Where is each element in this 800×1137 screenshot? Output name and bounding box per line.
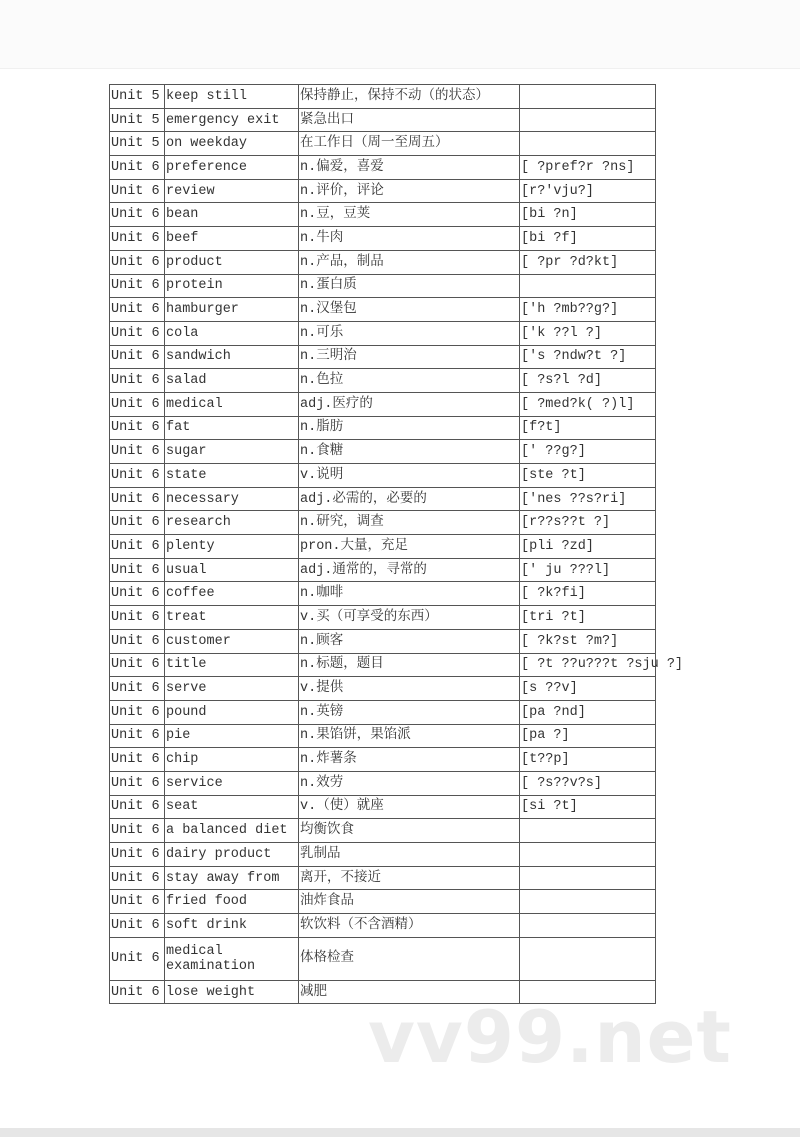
meaning-cell: adj.必需的，必要的	[299, 487, 520, 511]
word-cell: bean	[165, 203, 299, 227]
phonetic-cell	[520, 843, 656, 867]
word-cell: salad	[165, 369, 299, 393]
phonetic-cell: [pli ?zd]	[520, 535, 656, 559]
table-row	[110, 298, 656, 322]
word-cell: service	[165, 771, 299, 795]
unit-cell: Unit 6	[110, 250, 165, 274]
table-row	[110, 156, 656, 180]
word-cell: seat	[165, 795, 299, 819]
word-cell: fried food	[165, 890, 299, 914]
meaning-cell: v.提供	[299, 677, 520, 701]
meaning-cell: 在工作日（周一至周五）	[299, 132, 520, 156]
watermark: vv99.net	[368, 995, 732, 1079]
phonetic-cell: [ ?pref?r ?ns]	[520, 156, 656, 180]
word-cell: keep still	[165, 85, 299, 109]
table-row	[110, 558, 656, 582]
word-cell: title	[165, 653, 299, 677]
table-row	[110, 369, 656, 393]
unit-cell: Unit 6	[110, 748, 165, 772]
meaning-cell: n.评价，评论	[299, 179, 520, 203]
table-row	[110, 890, 656, 914]
table-row	[110, 748, 656, 772]
meaning-cell: n.脂肪	[299, 416, 520, 440]
phonetic-cell: [' ju ???l]	[520, 558, 656, 582]
table-row	[110, 274, 656, 298]
word-cell: coffee	[165, 582, 299, 606]
unit-cell: Unit 6	[110, 203, 165, 227]
unit-cell: Unit 6	[110, 890, 165, 914]
word-cell: soft drink	[165, 914, 299, 938]
unit-cell: Unit 6	[110, 392, 165, 416]
unit-cell: Unit 6	[110, 440, 165, 464]
meaning-cell: n.果馅饼，果馅派	[299, 724, 520, 748]
unit-cell: Unit 6	[110, 724, 165, 748]
table-row	[110, 416, 656, 440]
unit-cell: Unit 6	[110, 511, 165, 535]
unit-cell: Unit 6	[110, 700, 165, 724]
word-cell: customer	[165, 629, 299, 653]
phonetic-cell	[520, 85, 656, 109]
phonetic-cell: [ ?s??v?s]	[520, 771, 656, 795]
table-row	[110, 440, 656, 464]
meaning-cell: n.可乐	[299, 321, 520, 345]
word-cell: serve	[165, 677, 299, 701]
unit-cell: Unit 6	[110, 487, 165, 511]
phonetic-cell: ['nes ??s?ri]	[520, 487, 656, 511]
table-row	[110, 132, 656, 156]
table-row	[110, 85, 656, 109]
meaning-cell: n.顾客	[299, 629, 520, 653]
unit-cell: Unit 6	[110, 298, 165, 322]
meaning-cell: n.色拉	[299, 369, 520, 393]
word-cell: a balanced diet	[165, 819, 299, 843]
phonetic-cell: [bi ?n]	[520, 203, 656, 227]
phonetic-cell	[520, 819, 656, 843]
word-cell: state	[165, 464, 299, 488]
word-cell: lose weight	[165, 980, 299, 1004]
unit-cell: Unit 6	[110, 914, 165, 938]
word-cell: treat	[165, 606, 299, 630]
phonetic-cell: ['h ?mb??g?]	[520, 298, 656, 322]
unit-cell: Unit 6	[110, 771, 165, 795]
unit-cell: Unit 6	[110, 179, 165, 203]
phonetic-cell: [bi ?f]	[520, 227, 656, 251]
phonetic-cell: [ ?med?k( ?)l]	[520, 392, 656, 416]
unit-cell: Unit 6	[110, 156, 165, 180]
phonetic-cell: [ste ?t]	[520, 464, 656, 488]
phonetic-cell	[520, 108, 656, 132]
word-cell: sandwich	[165, 345, 299, 369]
table-row	[110, 629, 656, 653]
word-cell: cola	[165, 321, 299, 345]
table-row	[110, 108, 656, 132]
phonetic-cell	[520, 866, 656, 890]
unit-cell: Unit 6	[110, 369, 165, 393]
meaning-cell: pron.大量，充足	[299, 535, 520, 559]
table-row	[110, 582, 656, 606]
phonetic-cell	[520, 937, 656, 980]
meaning-cell: 离开，不接近	[299, 866, 520, 890]
meaning-cell: n.英镑	[299, 700, 520, 724]
word-cell: dairy product	[165, 843, 299, 867]
meaning-cell: 保持静止，保持不动（的状态）	[299, 85, 520, 109]
unit-cell: Unit 5	[110, 132, 165, 156]
unit-cell: Unit 6	[110, 866, 165, 890]
word-cell: protein	[165, 274, 299, 298]
meaning-cell: adj.医疗的	[299, 392, 520, 416]
table-row	[110, 227, 656, 251]
word-cell: on weekday	[165, 132, 299, 156]
unit-cell: Unit 6	[110, 535, 165, 559]
meaning-cell: n.产品，制品	[299, 250, 520, 274]
phonetic-cell	[520, 132, 656, 156]
meaning-cell: adj.通常的，寻常的	[299, 558, 520, 582]
phonetic-cell	[520, 914, 656, 938]
unit-cell: Unit 6	[110, 606, 165, 630]
meaning-cell: 乳制品	[299, 843, 520, 867]
unit-cell: Unit 6	[110, 980, 165, 1004]
table-row	[110, 866, 656, 890]
phonetic-cell: [' ??g?]	[520, 440, 656, 464]
word-cell: beef	[165, 227, 299, 251]
table-row	[110, 843, 656, 867]
phonetic-cell: [r??s??t ?]	[520, 511, 656, 535]
table-row	[110, 606, 656, 630]
unit-cell: Unit 6	[110, 629, 165, 653]
phonetic-cell	[520, 274, 656, 298]
table-row	[110, 914, 656, 938]
meaning-cell: n.效劳	[299, 771, 520, 795]
phonetic-cell: [ ?s?l ?d]	[520, 369, 656, 393]
word-cell: plenty	[165, 535, 299, 559]
phonetic-cell: [ ?pr ?d?kt]	[520, 250, 656, 274]
phonetic-cell: [f?t]	[520, 416, 656, 440]
table-row	[110, 677, 656, 701]
table-row	[110, 250, 656, 274]
meaning-cell: n.汉堡包	[299, 298, 520, 322]
word-cell: chip	[165, 748, 299, 772]
table-row	[110, 724, 656, 748]
table-row	[110, 464, 656, 488]
table-row	[110, 771, 656, 795]
meaning-cell: n.研究，调查	[299, 511, 520, 535]
meaning-cell: v.（使）就座	[299, 795, 520, 819]
table-row	[110, 937, 656, 980]
word-cell: research	[165, 511, 299, 535]
meaning-cell: n.三明治	[299, 345, 520, 369]
meaning-cell: 减肥	[299, 980, 520, 1004]
phonetic-cell: ['s ?ndw?t ?]	[520, 345, 656, 369]
word-cell: medical	[165, 392, 299, 416]
meaning-cell: n.蛋白质	[299, 274, 520, 298]
meaning-cell: 均衡饮食	[299, 819, 520, 843]
unit-cell: Unit 6	[110, 321, 165, 345]
meaning-cell: n.豆，豆荚	[299, 203, 520, 227]
meaning-cell: 软饮料（不含酒精）	[299, 914, 520, 938]
page-bottom-edge	[0, 1128, 800, 1137]
unit-cell: Unit 6	[110, 843, 165, 867]
unit-cell: Unit 6	[110, 653, 165, 677]
word-cell: pie	[165, 724, 299, 748]
phonetic-cell: [tri ?t]	[520, 606, 656, 630]
table-row	[110, 179, 656, 203]
phonetic-cell: [r?'vju?]	[520, 179, 656, 203]
meaning-cell: n.牛肉	[299, 227, 520, 251]
word-cell: review	[165, 179, 299, 203]
phonetic-cell: [s ??v]	[520, 677, 656, 701]
phonetic-cell: [ ?k?fi]	[520, 582, 656, 606]
unit-cell: Unit 6	[110, 795, 165, 819]
table-row	[110, 653, 656, 677]
table-row	[110, 795, 656, 819]
phonetic-cell: [ ?k?st ?m?]	[520, 629, 656, 653]
word-cell: stay away from	[165, 866, 299, 890]
table-row	[110, 345, 656, 369]
meaning-cell: 体格检查	[299, 937, 520, 980]
meaning-cell: 油炸食品	[299, 890, 520, 914]
table-row	[110, 511, 656, 535]
word-cell: product	[165, 250, 299, 274]
phonetic-cell: [ ?t ??u???t ?sju ?]	[520, 653, 656, 677]
word-cell: hamburger	[165, 298, 299, 322]
unit-cell: Unit 6	[110, 582, 165, 606]
unit-cell: Unit 6	[110, 677, 165, 701]
table-row	[110, 535, 656, 559]
phonetic-cell: ['k ??l ?]	[520, 321, 656, 345]
phonetic-cell	[520, 890, 656, 914]
vocabulary-table	[109, 84, 684, 1004]
meaning-cell: n.食糖	[299, 440, 520, 464]
word-cell: usual	[165, 558, 299, 582]
word-cell: medical examination	[165, 937, 299, 980]
unit-cell: Unit 6	[110, 819, 165, 843]
meaning-cell: v.买（可享受的东西）	[299, 606, 520, 630]
meaning-cell: n.咖啡	[299, 582, 520, 606]
word-cell: fat	[165, 416, 299, 440]
meaning-cell: v.说明	[299, 464, 520, 488]
unit-cell: Unit 6	[110, 464, 165, 488]
table-row	[110, 392, 656, 416]
table-row	[110, 700, 656, 724]
phonetic-cell: [pa ?]	[520, 724, 656, 748]
phonetic-cell: [si ?t]	[520, 795, 656, 819]
meaning-cell: 紧急出口	[299, 108, 520, 132]
unit-cell: Unit 5	[110, 108, 165, 132]
unit-cell: Unit 6	[110, 558, 165, 582]
unit-cell: Unit 6	[110, 227, 165, 251]
word-cell: sugar	[165, 440, 299, 464]
meaning-cell: n.炸薯条	[299, 748, 520, 772]
word-cell: emergency exit	[165, 108, 299, 132]
phonetic-cell: [pa ?nd]	[520, 700, 656, 724]
unit-cell: Unit 6	[110, 274, 165, 298]
meaning-cell: n.偏爱，喜爱	[299, 156, 520, 180]
unit-cell: Unit 6	[110, 345, 165, 369]
phonetic-cell: [t??p]	[520, 748, 656, 772]
word-cell: preference	[165, 156, 299, 180]
unit-cell: Unit 6	[110, 937, 165, 980]
page-top-margin	[0, 0, 800, 69]
meaning-cell: n.标题，题目	[299, 653, 520, 677]
word-cell: pound	[165, 700, 299, 724]
table-row	[110, 203, 656, 227]
table-row	[110, 321, 656, 345]
unit-cell: Unit 6	[110, 416, 165, 440]
unit-cell: Unit 5	[110, 85, 165, 109]
table-row	[110, 819, 656, 843]
word-cell: necessary	[165, 487, 299, 511]
table-row	[110, 487, 656, 511]
